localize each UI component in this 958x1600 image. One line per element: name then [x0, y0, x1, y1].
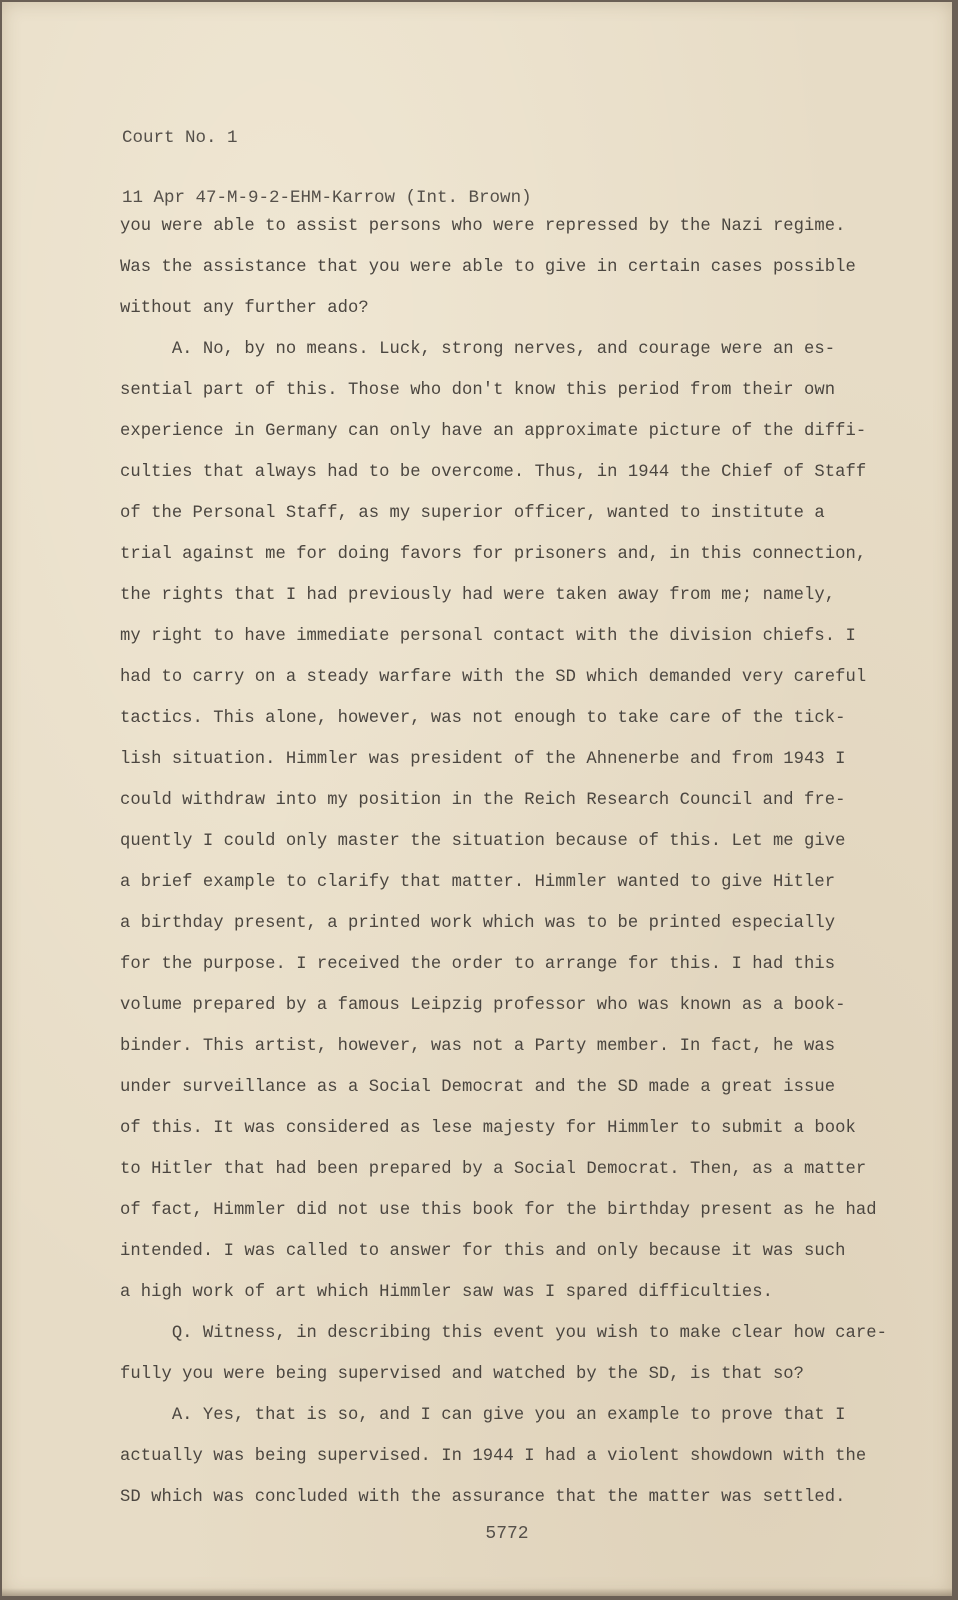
court-line: Court No. 1 [122, 128, 238, 148]
transcript-line: Q. Witness, in describing this event you wish to make clear how care- [120, 1324, 887, 1343]
transcript-line: my right to have immediate personal contact with the division chiefs. I [120, 627, 856, 646]
transcript-line: quently I could only master the situation because of this. Let me give [120, 832, 846, 851]
transcript-line: lish situation. Himmler was president of the Ahnenerbe and from 1943 I [120, 750, 846, 769]
transcript-line: of this. It was considered as lese majesty for Himmler to submit a book [120, 1119, 856, 1138]
transcript-line: intended. I was called to answer for this and only because it was such [120, 1242, 846, 1261]
transcript-line: of fact, Himmler did not use this book for the birthday present as he had [120, 1201, 877, 1220]
transcript-line: under surveillance as a Social Democrat and the SD made a great issue [120, 1078, 836, 1097]
transcript-line: culties that always had to be overcome. Thus, in 1944 the Chief of Staff [120, 463, 867, 482]
transcript-line: experience in Germany can only have an approximate picture of the diffi- [120, 422, 867, 441]
transcript-line: binder. This artist, however, was not a Party member. In fact, he was [120, 1037, 836, 1056]
transcript-line: A. Yes, that is so, and I can give you an example to prove that I [120, 1406, 846, 1425]
session-line: 11 Apr 47-M-9-2-EHM-Karrow (Int. Brown) [122, 188, 532, 208]
transcript-line: tactics. This alone, however, was not enough to take care of the tick- [120, 709, 846, 728]
transcript-line: a brief example to clarify that matter. Himmler wanted to give Hitler [120, 873, 836, 892]
page-number: 5772 [485, 1524, 529, 1544]
transcript-line: sential part of this. Those who don't know this period from their own [120, 381, 836, 400]
transcript-line: a birthday present, a printed work which was to be printed especially [120, 914, 836, 933]
transcript-line: trial against me for doing favors for prisoners and, in this connection, [120, 545, 867, 564]
transcript-line: actually was being supervised. In 1944 I had a violent showdown with the [120, 1447, 867, 1466]
transcript-line: A. No, by no means. Luck, strong nerves, and courage were an es- [120, 340, 836, 359]
transcript-line: fully you were being supervised and watched by the SD, is that so? [120, 1365, 805, 1384]
transcript-line: for the purpose. I received the order to arrange for this. I had this [120, 955, 836, 974]
transcript-line: Was the assistance that you were able to give in certain cases possible [120, 258, 856, 277]
transcript-line: of the Personal Staff, as my superior officer, wanted to institute a [120, 504, 825, 523]
transcript-line: to Hitler that had been prepared by a Social Democrat. Then, as a matter [120, 1160, 867, 1179]
transcript-body [120, 206, 900, 1518]
transcript-line: without any further ado? [120, 299, 369, 318]
transcript-line: the rights that I had previously had were taken away from me; namely, [120, 586, 836, 605]
transcript-line: could withdraw into my position in the Reich Research Council and fre- [120, 791, 846, 810]
transcript-line: had to carry on a steady warfare with the SD which demanded very careful [120, 668, 867, 687]
transcript-line: you were able to assist persons who were repressed by the Nazi regime. [120, 217, 846, 236]
page-shadow [2, 1588, 952, 1596]
transcript-line: volume prepared by a famous Leipzig professor who was known as a book- [120, 996, 846, 1015]
document-page [2, 2, 952, 1596]
transcript-line: SD which was concluded with the assurance that the matter was settled. [120, 1488, 846, 1507]
transcript-line: a high work of art which Himmler saw was I spared difficulties. [120, 1283, 773, 1302]
